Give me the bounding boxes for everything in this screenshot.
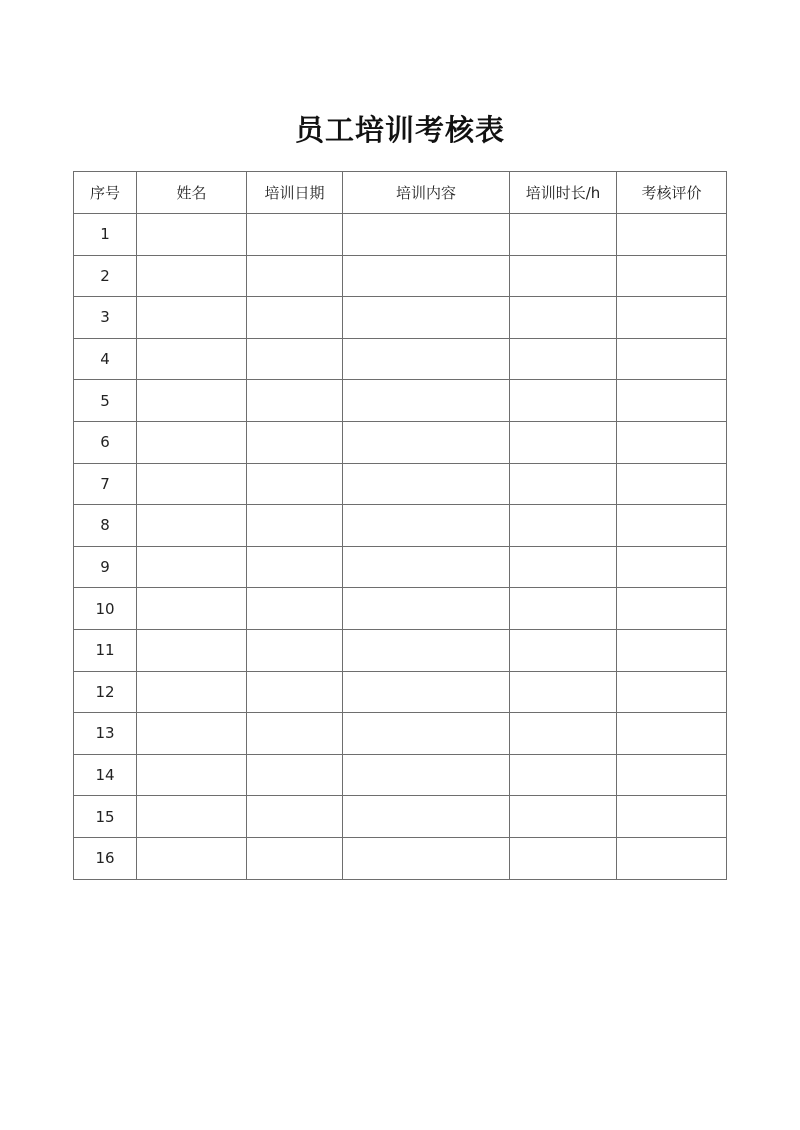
table-row [74,380,727,422]
cell-training-content[interactable] [343,297,510,339]
cell-serial-number: 4 [74,338,137,380]
cell-serial-number: 1 [74,214,137,256]
table-row [74,754,727,796]
cell-assessment[interactable] [617,214,727,256]
cell-training-duration[interactable] [510,338,617,380]
table-row [74,546,727,588]
cell-training-duration[interactable] [510,255,617,297]
cell-training-content[interactable] [343,380,510,422]
table-row [74,713,727,755]
header-training-date: 培训日期 [247,172,343,214]
cell-assessment[interactable] [617,837,727,879]
cell-serial-number: 14 [74,754,137,796]
cell-training-content[interactable] [343,421,510,463]
cell-training-duration[interactable] [510,546,617,588]
cell-training-date[interactable] [247,546,343,588]
cell-assessment[interactable] [617,796,727,838]
cell-training-date[interactable] [247,629,343,671]
cell-training-content[interactable] [343,338,510,380]
page-title: 员工培训考核表 [294,113,505,147]
cell-training-content[interactable] [343,505,510,547]
cell-assessment[interactable] [617,588,727,630]
cell-training-duration[interactable] [510,713,617,755]
cell-training-date[interactable] [247,463,343,505]
cell-name[interactable] [137,297,247,339]
cell-training-date[interactable] [247,297,343,339]
cell-name[interactable] [137,463,247,505]
cell-name[interactable] [137,796,247,838]
cell-serial-number: 11 [74,629,137,671]
table-row [74,463,727,505]
header-training-content: 培训内容 [343,172,510,214]
cell-serial-number: 16 [74,837,137,879]
cell-assessment[interactable] [617,338,727,380]
cell-assessment[interactable] [617,546,727,588]
cell-training-date[interactable] [247,754,343,796]
table-row [74,588,727,630]
cell-training-content[interactable] [343,463,510,505]
cell-name[interactable] [137,338,247,380]
table-row [74,629,727,671]
cell-assessment[interactable] [617,421,727,463]
cell-training-duration[interactable] [510,505,617,547]
cell-name[interactable] [137,629,247,671]
cell-name[interactable] [137,754,247,796]
cell-name[interactable] [137,255,247,297]
cell-training-content[interactable] [343,796,510,838]
cell-name[interactable] [137,588,247,630]
cell-training-duration[interactable] [510,421,617,463]
table-row [74,297,727,339]
cell-serial-number: 10 [74,588,137,630]
cell-training-duration[interactable] [510,214,617,256]
table-row [74,837,727,879]
header-name: 姓名 [137,172,247,214]
cell-training-duration[interactable] [510,837,617,879]
table-row [74,796,727,838]
cell-serial-number: 9 [74,546,137,588]
cell-assessment[interactable] [617,629,727,671]
table-body [74,214,727,880]
cell-training-content[interactable] [343,671,510,713]
cell-training-date[interactable] [247,380,343,422]
cell-training-duration[interactable] [510,796,617,838]
cell-assessment[interactable] [617,754,727,796]
cell-name[interactable] [137,671,247,713]
cell-assessment[interactable] [617,380,727,422]
cell-name[interactable] [137,546,247,588]
table-row [74,338,727,380]
cell-name[interactable] [137,505,247,547]
cell-training-date[interactable] [247,214,343,256]
cell-assessment[interactable] [617,463,727,505]
cell-name[interactable] [137,837,247,879]
cell-serial-number: 2 [74,255,137,297]
cell-training-date[interactable] [247,255,343,297]
table-row [74,671,727,713]
cell-training-content[interactable] [343,754,510,796]
cell-name[interactable] [137,713,247,755]
cell-assessment[interactable] [617,713,727,755]
cell-training-duration[interactable] [510,297,617,339]
cell-training-duration[interactable] [510,380,617,422]
cell-training-date[interactable] [247,588,343,630]
cell-assessment[interactable] [617,671,727,713]
header-assessment: 考核评价 [617,172,727,214]
cell-serial-number: 15 [74,796,137,838]
table-row [74,421,727,463]
table-row [74,505,727,547]
table-row [74,255,727,297]
cell-training-date[interactable] [247,713,343,755]
cell-serial-number: 13 [74,713,137,755]
cell-name[interactable] [137,421,247,463]
cell-assessment[interactable] [617,255,727,297]
header-training-duration: 培训时长/h [510,172,617,214]
header-serial-number: 序号 [74,172,137,214]
cell-serial-number: 7 [74,463,137,505]
cell-training-date[interactable] [247,671,343,713]
cell-training-duration[interactable] [510,629,617,671]
cell-training-duration[interactable] [510,754,617,796]
cell-training-duration[interactable] [510,671,617,713]
cell-training-content[interactable] [343,837,510,879]
cell-serial-number: 3 [74,297,137,339]
cell-training-content[interactable] [343,255,510,297]
cell-training-content[interactable] [343,588,510,630]
cell-training-content[interactable] [343,546,510,588]
cell-training-duration[interactable] [510,463,617,505]
header-row [74,172,727,214]
cell-name[interactable] [137,214,247,256]
cell-serial-number: 12 [74,671,137,713]
cell-training-content[interactable] [343,214,510,256]
cell-training-date[interactable] [247,421,343,463]
cell-assessment[interactable] [617,297,727,339]
training-assessment-table [73,171,727,880]
table-header [74,172,727,214]
cell-serial-number: 5 [74,380,137,422]
cell-training-date[interactable] [247,505,343,547]
cell-training-content[interactable] [343,629,510,671]
cell-training-date[interactable] [247,796,343,838]
cell-name[interactable] [137,380,247,422]
cell-training-content[interactable] [343,713,510,755]
cell-assessment[interactable] [617,505,727,547]
cell-serial-number: 6 [74,421,137,463]
table-row [74,214,727,256]
cell-training-date[interactable] [247,837,343,879]
cell-serial-number: 8 [74,505,137,547]
cell-training-duration[interactable] [510,588,617,630]
cell-training-date[interactable] [247,338,343,380]
